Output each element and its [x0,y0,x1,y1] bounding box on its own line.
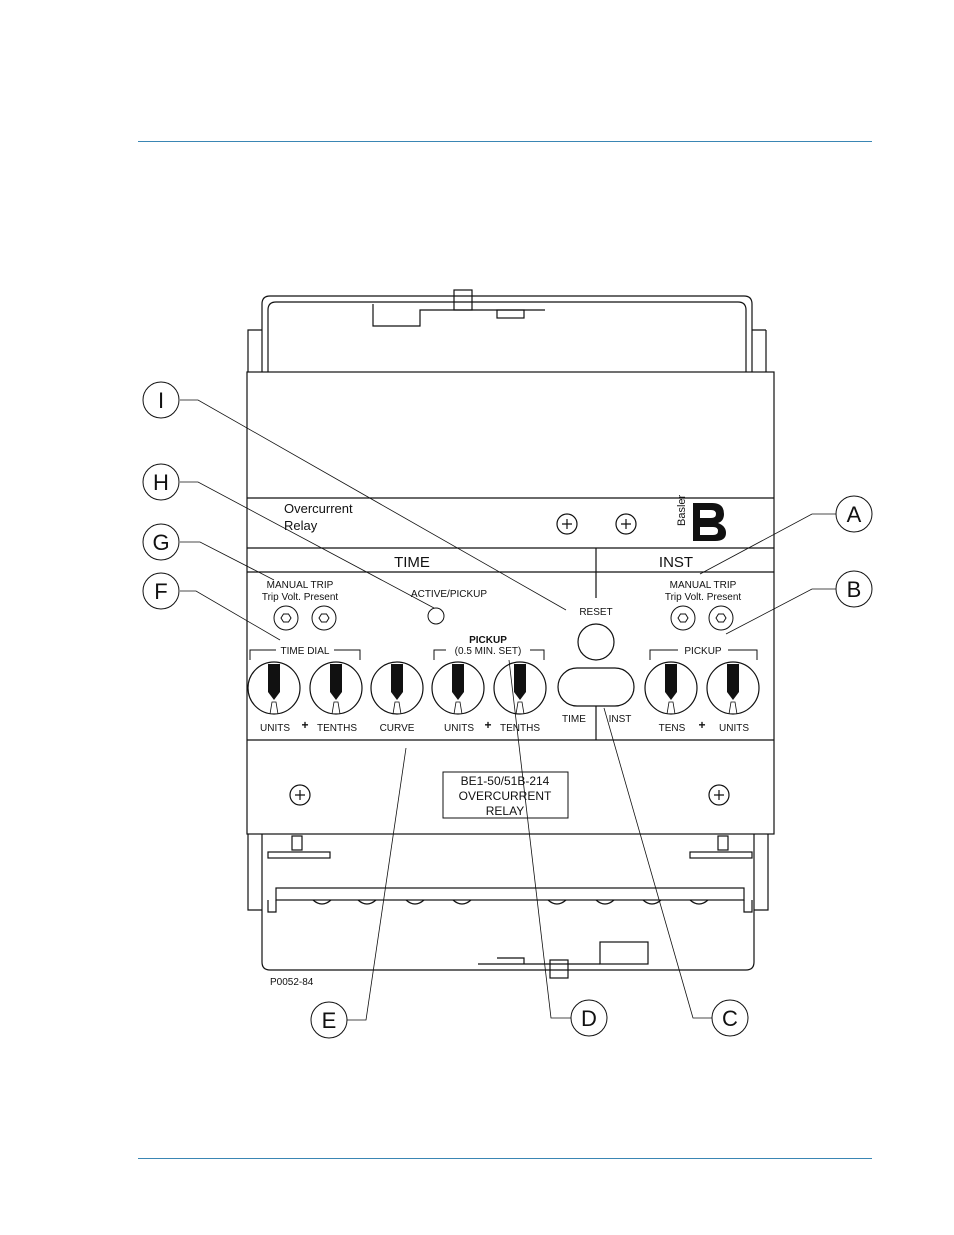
plus-sign: + [698,718,706,732]
model-line1: BE1-50/51B-214 [460,774,550,788]
top-cover [262,296,752,372]
trip-volt-label-inst: Trip Volt. Present [664,592,742,603]
pickup-label-inst: PICKUP [684,646,722,657]
leader-line-a [700,514,836,574]
pickup-min-label: (0.5 MIN. SET) [454,646,522,657]
test-point-hex [274,606,298,630]
section-inst: INST [658,554,694,571]
product-name: Overcurrent [284,501,353,516]
model-line3: RELAY [485,804,525,818]
time-switch-label: TIME [562,714,586,725]
knob-label-pickup-tenths: TENTHS [500,723,540,734]
pickup-units-knob[interactable] [432,662,484,714]
pickup-label-time: PICKUP [469,635,507,646]
section-time: TIME [394,554,430,571]
basler-logo [676,494,726,541]
knob-label-curve: CURVE [379,723,415,734]
reset-button[interactable] [578,624,614,660]
product-name-line2: Relay [284,518,318,533]
leader-line-b [726,589,836,634]
callout-a: A [846,502,862,527]
test-point-hex [312,606,336,630]
callout-b: B [846,577,862,602]
active-pickup-led [428,608,444,624]
brand-text: Basler [676,494,688,526]
knob-label-pickup-units: UNITS [444,723,474,734]
reset-label: RESET [579,607,613,618]
callout-g: G [152,530,170,555]
knob-label-inst-units: UNITS [719,723,749,734]
time-dial-label: TIME DIAL [280,646,330,657]
active-pickup-label: ACTIVE/PICKUP [410,589,488,600]
test-point-hex [709,606,733,630]
callout-h: H [153,470,169,495]
curve-knob[interactable] [371,662,423,714]
time-dial-units-knob[interactable] [248,662,300,714]
callout-f: F [154,579,168,604]
inst-pickup-units-knob[interactable] [707,662,759,714]
manual-trip-label-inst: MANUAL TRIP [669,580,737,591]
leader-line-i [180,400,566,610]
time-inst-switch[interactable] [558,668,634,706]
front-panel [247,372,774,834]
callout-i: I [157,388,165,413]
model-line2: OVERCURRENT [458,789,552,803]
callout-d: D [581,1006,597,1031]
pickup-tenths-knob[interactable] [494,662,546,714]
callout-e: E [321,1008,337,1033]
plus-sign: + [301,718,309,732]
knob-label-inst-tens: TENS [658,723,686,734]
manual-trip-label-time: MANUAL TRIP [266,580,334,591]
bottom-latch [550,960,568,978]
leader-line-c [604,708,712,1018]
knob-label-time-tenths: TENTHS [317,723,357,734]
time-dial-tenths-knob[interactable] [310,662,362,714]
knob-label-time-units: UNITS [260,723,290,734]
inst-pickup-tens-knob[interactable] [645,662,697,714]
top-latch [454,290,472,310]
figure-id: P0052-84 [270,977,314,988]
leader-line-e [346,748,406,1020]
trip-volt-label-time: Trip Volt. Present [261,592,339,603]
lower-case [262,834,754,970]
callout-c: C [722,1006,738,1031]
test-point-hex [671,606,695,630]
inst-switch-label: INST [608,714,632,725]
plus-sign: + [484,718,492,732]
